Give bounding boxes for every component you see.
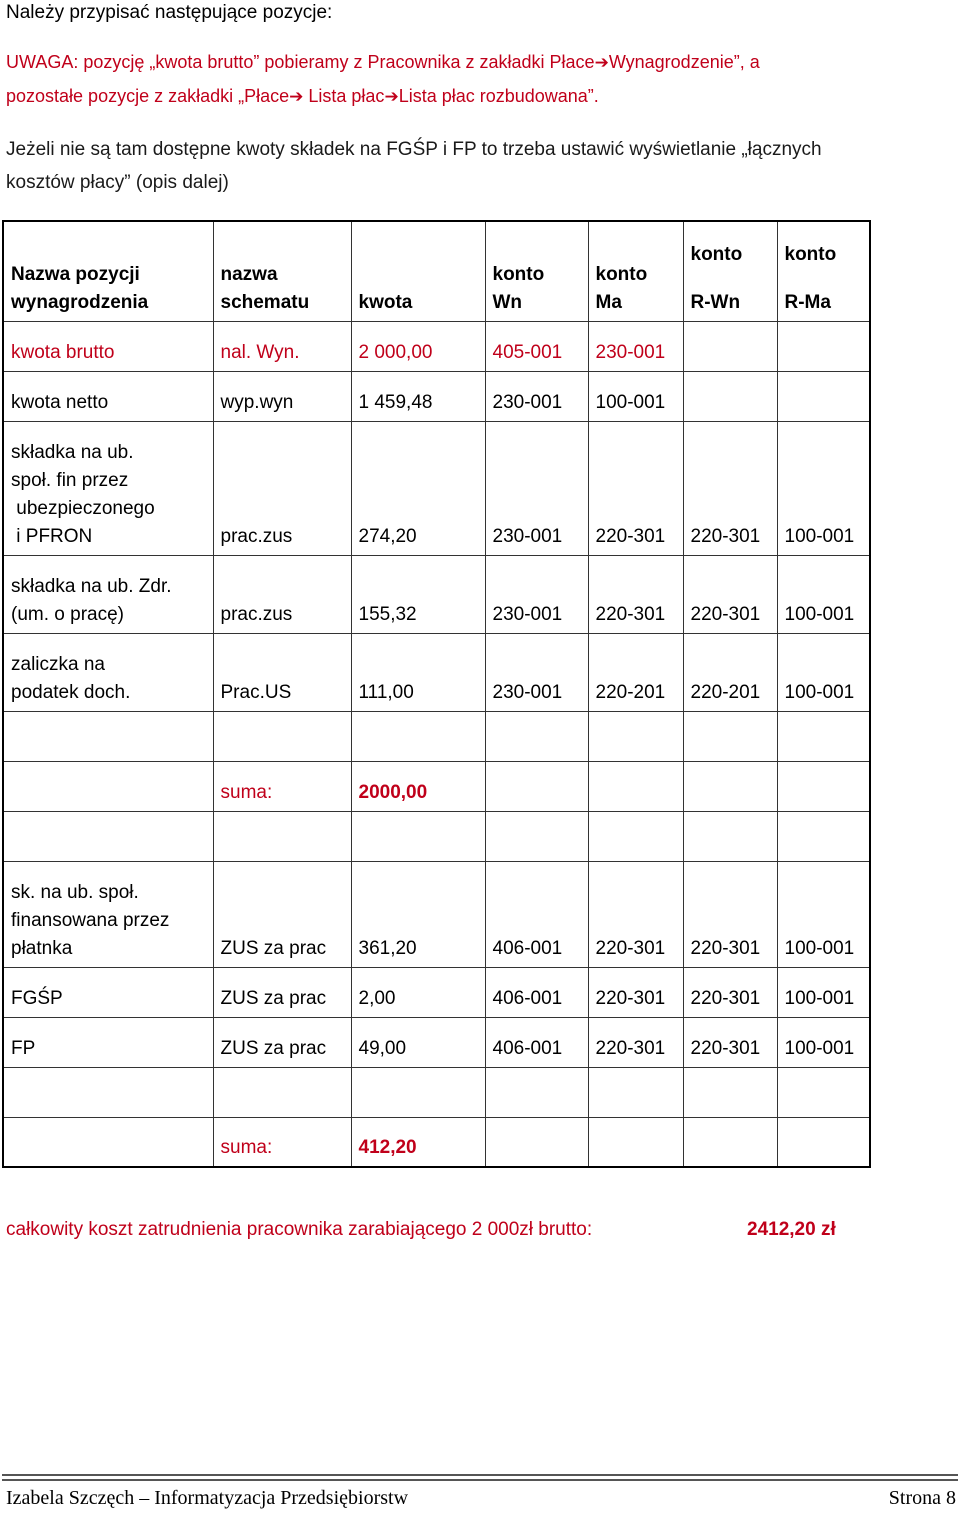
row-schema: nal. Wyn. <box>213 321 351 371</box>
row-schema: wyp.wyn <box>213 371 351 421</box>
row-amount: 155,32 <box>351 555 485 633</box>
positions-table <box>2 220 871 1168</box>
row-rwn: 220-201 <box>683 633 777 711</box>
row-name: składka na ub. Zdr. (um. o pracę) <box>3 555 213 633</box>
sum-row <box>3 761 870 811</box>
arrow-right-icon: ➔ <box>384 87 399 107</box>
total-cost-value: 2412,20 zł <box>747 1219 836 1240</box>
row-amount: 49,00 <box>351 1017 485 1067</box>
footer-rule <box>2 1474 958 1476</box>
row-schema: ZUS za prac <box>213 967 351 1017</box>
row-amount: 2 000,00 <box>351 321 485 371</box>
row-wn: 406-001 <box>485 967 588 1017</box>
row-rwn: 220-301 <box>683 421 777 555</box>
sum-label: suma: <box>213 761 351 811</box>
sum-row <box>3 1117 870 1167</box>
info-line-2: kosztów płacy” (opis dalej) <box>6 172 229 193</box>
row-rwn: 220-301 <box>683 861 777 967</box>
table-row <box>3 1017 870 1067</box>
row-wn: 230-001 <box>485 371 588 421</box>
row-ma: 220-301 <box>588 1017 683 1067</box>
row-amount: 111,00 <box>351 633 485 711</box>
row-amount: 2,00 <box>351 967 485 1017</box>
row-name: FP <box>3 1017 213 1067</box>
footer-rule <box>2 1479 958 1481</box>
row-rma: 100-001 <box>777 633 870 711</box>
row-rwn: 220-301 <box>683 555 777 633</box>
arrow-right-icon: ➔ <box>289 87 304 107</box>
warning-text-e: Lista płac rozbudowana”. <box>398 86 599 106</box>
warning-line-2 <box>6 86 599 107</box>
header-rwn: konto R-Wn <box>683 221 777 321</box>
row-rwn: 220-301 <box>683 1017 777 1067</box>
table-row-empty <box>3 811 870 861</box>
row-amount: 274,20 <box>351 421 485 555</box>
row-rma <box>777 321 870 371</box>
row-wn: 406-001 <box>485 1017 588 1067</box>
row-name: kwota brutto <box>3 321 213 371</box>
header-rma: konto R-Ma <box>777 221 870 321</box>
row-schema: ZUS za prac <box>213 861 351 967</box>
row-amount: 361,20 <box>351 861 485 967</box>
table-header-row <box>3 221 870 321</box>
row-rma <box>777 371 870 421</box>
sum-value: 2000,00 <box>351 761 485 811</box>
row-rma: 100-001 <box>777 421 870 555</box>
sum-label: suma: <box>213 1117 351 1167</box>
table-row <box>3 421 870 555</box>
warning-text-a: UWAGA: pozycję „kwota brutto” pobieramy z Pracownika z zakładki Płace <box>6 52 595 72</box>
row-rwn <box>683 371 777 421</box>
row-ma: 220-301 <box>588 967 683 1017</box>
warning-text-d: Lista płac <box>303 86 385 106</box>
row-rma: 100-001 <box>777 1017 870 1067</box>
header-amount: kwota <box>351 221 485 321</box>
row-name: kwota netto <box>3 371 213 421</box>
header-name: Nazwa pozycji wynagrodzenia <box>3 221 213 321</box>
row-schema: Prac.US <box>213 633 351 711</box>
footer-author: Izabela Szczęch – Informatyzacja Przedsiębiorstw <box>6 1487 409 1509</box>
row-rma: 100-001 <box>777 555 870 633</box>
header-schema: nazwa schematu <box>213 221 351 321</box>
row-name: FGŚP <box>3 967 213 1017</box>
header-ma: konto Ma <box>588 221 683 321</box>
total-cost-label: całkowity koszt zatrudnienia pracownika zarabiającego 2 000zł brutto: <box>6 1219 593 1240</box>
warning-text-b: Wynagrodzenie”, a <box>608 52 760 72</box>
table-row <box>3 967 870 1017</box>
row-rma: 100-001 <box>777 967 870 1017</box>
table-row <box>3 633 870 711</box>
row-rwn <box>683 321 777 371</box>
row-wn: 230-001 <box>485 633 588 711</box>
row-wn: 230-001 <box>485 421 588 555</box>
row-schema: prac.zus <box>213 421 351 555</box>
page-number: Strona 8 <box>888 1487 956 1509</box>
row-wn: 406-001 <box>485 861 588 967</box>
table-row <box>3 371 870 421</box>
row-ma: 220-301 <box>588 861 683 967</box>
row-name: sk. na ub. społ. finansowana przez płatnka <box>3 861 213 967</box>
warning-text-c: pozostałe pozycje z zakładki „Płace <box>6 86 290 106</box>
header-wn: konto Wn <box>485 221 588 321</box>
row-schema: prac.zus <box>213 555 351 633</box>
intro-text: Należy przypisać następujące pozycje: <box>6 2 333 23</box>
row-rwn: 220-301 <box>683 967 777 1017</box>
row-schema: ZUS za prac <box>213 1017 351 1067</box>
table-row <box>3 555 870 633</box>
row-rma: 100-001 <box>777 861 870 967</box>
row-ma: 220-301 <box>588 421 683 555</box>
row-name: składka na ub. społ. fin przez ubezpieczonego i PFRON <box>3 421 213 555</box>
arrow-right-icon: ➔ <box>594 53 609 73</box>
row-ma: 220-301 <box>588 555 683 633</box>
row-ma: 220-201 <box>588 633 683 711</box>
table-row-empty <box>3 711 870 761</box>
row-ma: 100-001 <box>588 371 683 421</box>
row-wn: 230-001 <box>485 555 588 633</box>
sum-value: 412,20 <box>351 1117 485 1167</box>
row-amount: 1 459,48 <box>351 371 485 421</box>
row-ma: 230-001 <box>588 321 683 371</box>
table-row-empty <box>3 1067 870 1117</box>
table-row <box>3 321 870 371</box>
table-row <box>3 861 870 967</box>
warning-line-1 <box>6 52 760 73</box>
row-wn: 405-001 <box>485 321 588 371</box>
info-line-1: Jeżeli nie są tam dostępne kwoty składek na FGŚP i FP to trzeba ustawić wyświetlanie „łącznych <box>6 139 822 160</box>
row-name: zaliczka na podatek doch. <box>3 633 213 711</box>
